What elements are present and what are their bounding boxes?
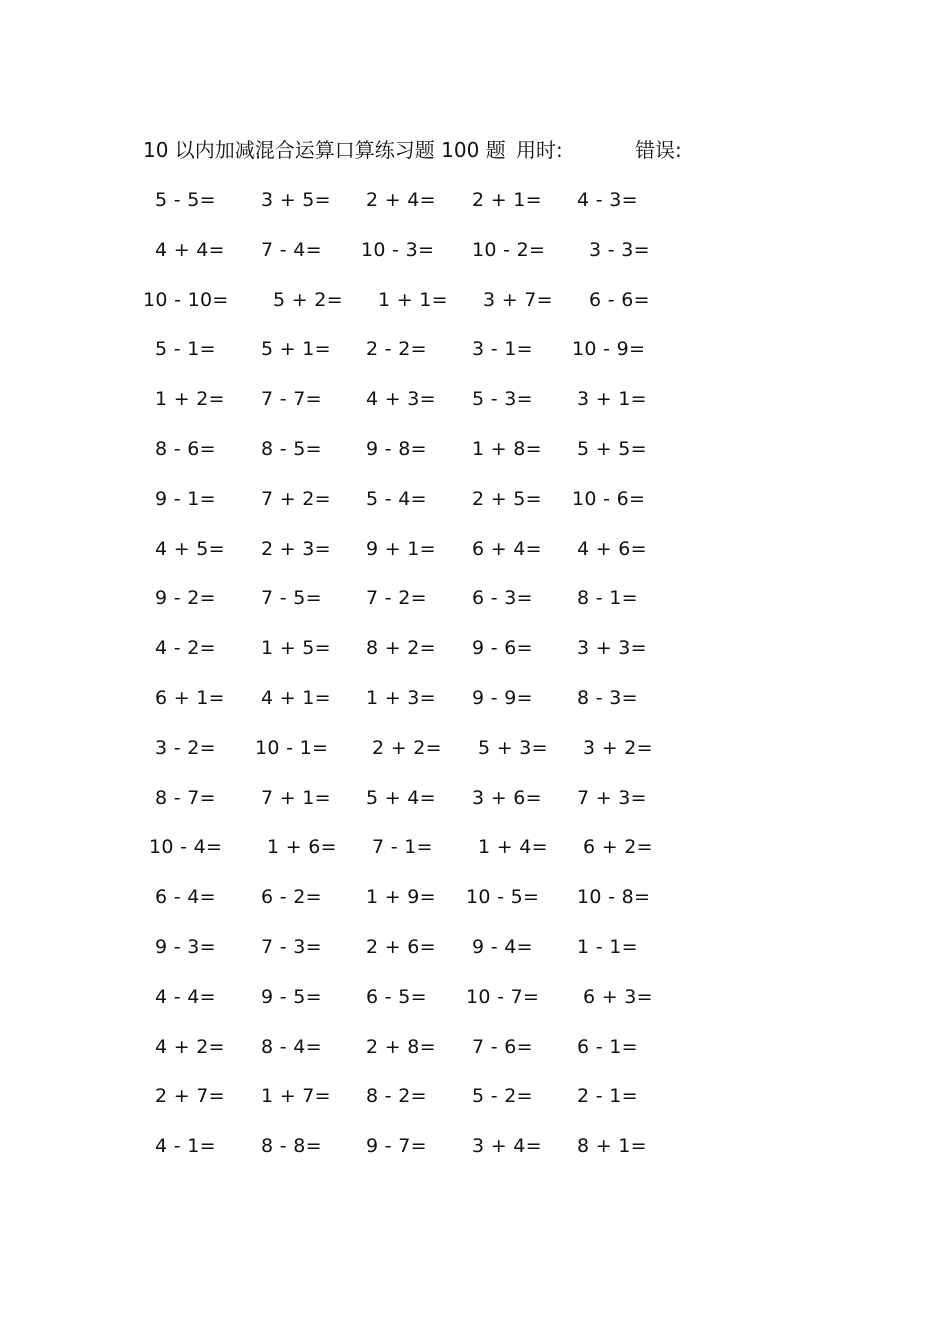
math-problem: 3 + 7= [483, 289, 553, 311]
math-problem: 9 - 5= [261, 986, 322, 1008]
problem-row [0, 635, 950, 661]
math-problem: 10 - 1= [255, 737, 329, 759]
math-problem: 10 - 8= [577, 886, 651, 908]
problem-row [0, 785, 950, 811]
math-problem: 2 + 8= [366, 1036, 436, 1058]
math-problem: 1 + 5= [261, 637, 331, 659]
math-problem: 8 - 3= [577, 687, 638, 709]
math-problem: 8 - 1= [577, 587, 638, 609]
math-problem: 1 + 2= [155, 388, 225, 410]
math-problem: 5 + 3= [478, 737, 548, 759]
math-problem: 7 - 2= [366, 587, 427, 609]
math-problem: 4 + 4= [155, 239, 225, 261]
math-problem: 6 - 5= [366, 986, 427, 1008]
problem-row [0, 1083, 950, 1109]
math-problem: 9 - 3= [155, 936, 216, 958]
math-problem: 10 - 5= [466, 886, 540, 908]
math-problem: 10 - 9= [572, 338, 646, 360]
math-problem: 2 + 7= [155, 1085, 225, 1107]
math-problem: 4 + 6= [577, 538, 647, 560]
worksheet-title: 10 以内加减混合运算口算练习题 100 题 [143, 138, 506, 162]
math-problem: 10 - 2= [472, 239, 546, 261]
math-problem: 5 - 1= [155, 338, 216, 360]
math-problem: 6 - 1= [577, 1036, 638, 1058]
math-problem: 7 - 1= [372, 836, 433, 858]
math-problem: 7 - 7= [261, 388, 322, 410]
math-problem: 2 - 2= [366, 338, 427, 360]
math-problem: 8 - 2= [366, 1085, 427, 1107]
math-problem: 4 - 4= [155, 986, 216, 1008]
math-problem: 6 - 6= [589, 289, 650, 311]
problem-row [0, 287, 950, 313]
math-problem: 3 + 5= [261, 189, 331, 211]
math-problem: 7 - 4= [261, 239, 322, 261]
math-problem: 5 - 5= [155, 189, 216, 211]
math-problem: 3 - 3= [589, 239, 650, 261]
math-problem: 8 - 6= [155, 438, 216, 460]
problem-row [0, 187, 950, 213]
math-problem: 1 + 8= [472, 438, 542, 460]
math-problem: 7 + 2= [261, 488, 331, 510]
math-problem: 8 - 4= [261, 1036, 322, 1058]
math-problem: 10 - 4= [149, 836, 223, 858]
math-problem: 1 + 7= [261, 1085, 331, 1107]
math-problem: 2 + 3= [261, 538, 331, 560]
math-problem: 7 - 3= [261, 936, 322, 958]
math-problem: 1 + 1= [378, 289, 448, 311]
math-problem: 3 + 1= [577, 388, 647, 410]
math-problem: 5 - 4= [366, 488, 427, 510]
math-problem: 1 + 3= [366, 687, 436, 709]
problem-row [0, 984, 950, 1010]
math-problem: 6 + 3= [583, 986, 653, 1008]
math-problem: 6 - 4= [155, 886, 216, 908]
math-problem: 10 - 7= [466, 986, 540, 1008]
math-problem: 9 - 2= [155, 587, 216, 609]
math-problem: 3 + 6= [472, 787, 542, 809]
math-problem: 8 + 1= [577, 1135, 647, 1157]
math-problem: 7 + 1= [261, 787, 331, 809]
problem-row [0, 386, 950, 412]
math-problem: 5 - 2= [472, 1085, 533, 1107]
math-problem: 5 + 1= [261, 338, 331, 360]
problem-row [0, 536, 950, 562]
math-problem: 4 + 5= [155, 538, 225, 560]
problem-row [0, 735, 950, 761]
math-problem: 5 + 2= [273, 289, 343, 311]
math-problem: 10 - 3= [361, 239, 435, 261]
math-problem: 1 + 4= [478, 836, 548, 858]
problem-row [0, 685, 950, 711]
math-problem: 9 - 6= [472, 637, 533, 659]
time-used-label: 用时: [516, 138, 563, 162]
problem-row [0, 486, 950, 512]
problem-row [0, 436, 950, 462]
math-problem: 10 - 6= [572, 488, 646, 510]
math-problem: 8 - 7= [155, 787, 216, 809]
math-problem: 7 - 6= [472, 1036, 533, 1058]
problem-row [0, 336, 950, 362]
math-problem: 3 + 2= [583, 737, 653, 759]
error-count-label: 错误: [635, 138, 682, 162]
problem-row [0, 884, 950, 910]
math-problem: 6 - 3= [472, 587, 533, 609]
problem-row [0, 1133, 950, 1159]
math-problem: 7 - 5= [261, 587, 322, 609]
math-problem: 4 - 2= [155, 637, 216, 659]
math-problem: 9 - 8= [366, 438, 427, 460]
math-problem: 2 + 2= [372, 737, 442, 759]
math-problem: 3 + 3= [577, 637, 647, 659]
math-problem: 1 - 1= [577, 936, 638, 958]
math-problem: 9 - 1= [155, 488, 216, 510]
math-problem: 4 - 1= [155, 1135, 216, 1157]
math-problem: 8 - 5= [261, 438, 322, 460]
math-problem: 2 + 6= [366, 936, 436, 958]
math-problem: 3 - 1= [472, 338, 533, 360]
math-problem: 3 - 2= [155, 737, 216, 759]
math-problem: 4 + 1= [261, 687, 331, 709]
problem-row [0, 237, 950, 263]
math-problem: 8 + 2= [366, 637, 436, 659]
math-problem: 2 - 1= [577, 1085, 638, 1107]
problem-row [0, 934, 950, 960]
math-problem: 4 - 3= [577, 189, 638, 211]
math-problem: 6 + 2= [583, 836, 653, 858]
math-problem: 4 + 2= [155, 1036, 225, 1058]
math-problem: 5 - 3= [472, 388, 533, 410]
problem-row [0, 585, 950, 611]
math-problem: 9 - 9= [472, 687, 533, 709]
math-problem: 9 - 7= [366, 1135, 427, 1157]
math-problem: 2 + 5= [472, 488, 542, 510]
math-problem: 8 - 8= [261, 1135, 322, 1157]
math-problem: 5 + 4= [366, 787, 436, 809]
math-problem: 3 + 4= [472, 1135, 542, 1157]
problem-row [0, 1034, 950, 1060]
math-problem: 6 + 1= [155, 687, 225, 709]
math-problem: 7 + 3= [577, 787, 647, 809]
math-problem: 9 - 4= [472, 936, 533, 958]
math-problem: 9 + 1= [366, 538, 436, 560]
math-problem: 10 - 10= [143, 289, 229, 311]
math-problem: 5 + 5= [577, 438, 647, 460]
math-problem: 1 + 9= [366, 886, 436, 908]
math-problem: 6 - 2= [261, 886, 322, 908]
math-problem: 2 + 4= [366, 189, 436, 211]
math-problem: 4 + 3= [366, 388, 436, 410]
math-problem: 6 + 4= [472, 538, 542, 560]
problem-row [0, 834, 950, 860]
math-problem: 2 + 1= [472, 189, 542, 211]
math-problem: 1 + 6= [267, 836, 337, 858]
